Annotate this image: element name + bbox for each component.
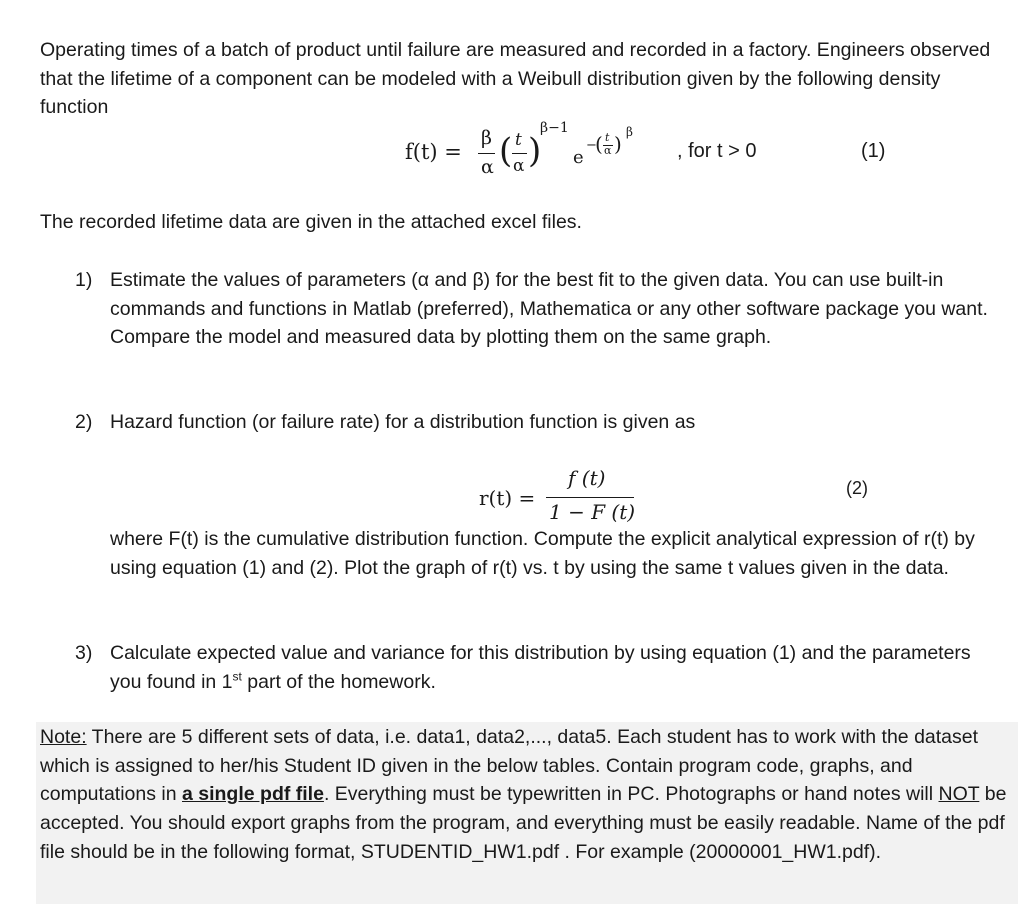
eq1-alpha-inner: α	[513, 156, 525, 176]
note-paragraph	[40, 723, 1015, 867]
list-item-3-text-pre: Calculate expected value and variance for this distribution by using equation (1) and the parameters you found in 1	[110, 642, 971, 693]
list-item-1-number: 1)	[75, 269, 93, 291]
eq1-inner-bar	[512, 153, 527, 154]
recorded-data-paragraph: The recorded lifetime data are given in the attached excel files.	[40, 211, 582, 233]
eq2-number: (2)	[846, 478, 868, 498]
eq1-exponent-inner: β	[626, 125, 633, 139]
eq1-beta: β	[481, 127, 492, 149]
eq1-paren-left: (	[499, 131, 513, 171]
note-text-1: There are 5 different sets of data, i.e. data1, data2,..., data5. Each student has to work with the dataset which is assigned to her/his Student ID given in the below tables. Contain program code, graphs, and computations in	[40, 726, 979, 806]
list-item-2-text: Hazard function (or failure rate) for a distribution function is given as	[110, 411, 696, 433]
eq1-t: t	[515, 130, 522, 150]
note-text-3: be accepted. You should export graphs from the program, and everything must be easily readable. Name of the pdf file should be in the following format, STUDENTID_HW1.pdf . For example (20000001_HW1.pdf).	[40, 783, 1007, 863]
eq1-small-t: t	[605, 131, 610, 144]
eq1-alpha: α	[481, 156, 494, 178]
list-item-3-text	[110, 639, 990, 696]
eq2-denominator: 1 − F (t)	[549, 500, 636, 524]
eq1-small-alpha: α	[604, 144, 612, 157]
list-item-1-text: Estimate the values of parameters (α and β) for the best fit to the given data. You can use built-in commands and functions in Matlab (preferred), Mathematica or any other software package you want. Compare the model and measured data by plotting them on the same graph.	[110, 269, 988, 349]
eq1-number: (1)	[861, 140, 886, 162]
eq1-condition: , for t > 0	[677, 140, 757, 162]
list-item-3-number: 3)	[75, 642, 93, 664]
eq1-lhs: f(t) =	[405, 140, 462, 164]
eq1-small-paren-right: )	[614, 132, 622, 156]
intro-paragraph: Operating times of a batch of product until failure are measured and recorded in a factory. Engineers observed that the lifetime of a component can be modeled with a Weibull distribution given by the following density function	[40, 39, 991, 119]
eq1-minus: −	[586, 138, 597, 153]
eq2-lhs: r(t) =	[479, 486, 536, 510]
list-item-2-number: 2)	[75, 411, 93, 433]
note-not: NOT	[938, 783, 980, 806]
eq1-paren-right: )	[528, 131, 542, 171]
eq1-exponent-outer: β−1	[540, 120, 569, 136]
eq2-numerator: f (t)	[568, 466, 606, 490]
eq2-fraction-bar	[546, 497, 634, 498]
where-paragraph: where F(t) is the cumulative distribution function. Compute the explicit analytical expression of r(t) by using equation (1) and (2). Plot the graph of r(t) vs. t by using the same t values given in the data.	[110, 528, 975, 579]
note-label: Note:	[40, 726, 87, 748]
note-text-2: . Everything must be typewritten in PC. Photographs or hand notes will	[323, 783, 939, 806]
list-item-3-text-post: part of the homework.	[241, 670, 436, 693]
eq1-e: e	[573, 147, 584, 168]
eq1-fraction-bar	[478, 153, 495, 154]
note-bold-underline: a single pdf file	[182, 783, 324, 806]
eq1-small-paren-left: (	[595, 132, 603, 156]
list-item-3-superscript: st	[232, 669, 242, 684]
